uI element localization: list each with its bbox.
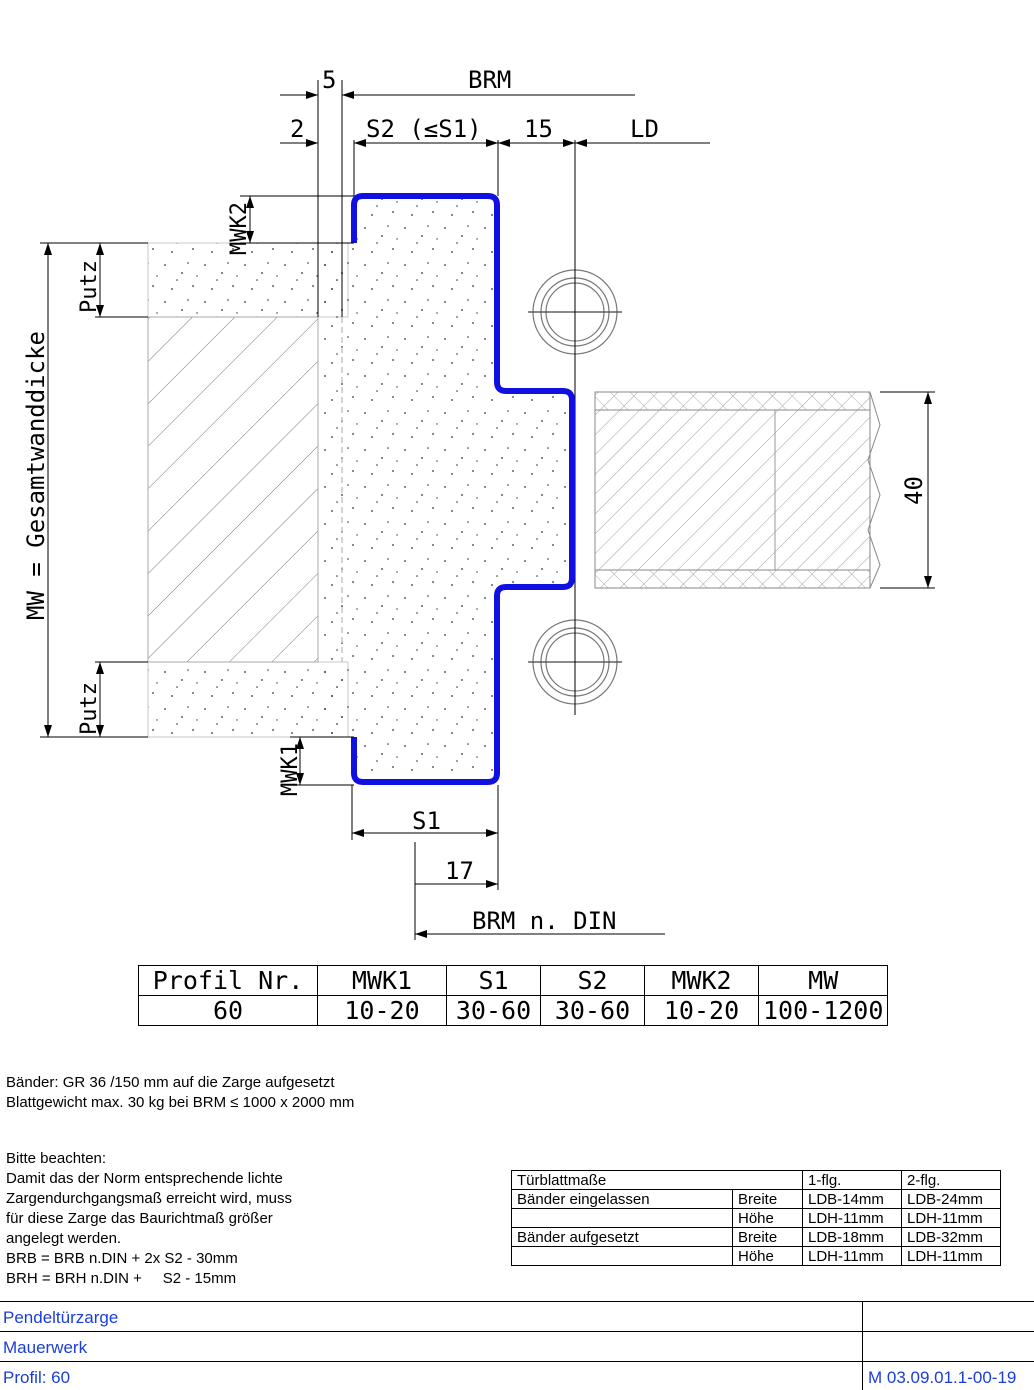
table-cell: LDH-11mm [902,1247,1001,1266]
dim-40: 40 [900,476,928,505]
footer-title-row [0,1301,1034,1330]
table-header-cell: MWK1 [318,966,447,996]
table-header-cell: MW [759,966,888,996]
table-cell: Bänder aufgesetzt [512,1228,733,1247]
table-cell: 100-1200 [759,996,888,1026]
table-cell: Breite [733,1190,803,1209]
profile-table-header-row [139,966,888,996]
dim-2: 2 [290,115,305,143]
mortar-fill [318,198,570,782]
table-cell: LDB-18mm [803,1228,902,1247]
footer-title: Pendeltürzarge [3,1308,119,1327]
footer-profile: Profil: 60 [3,1368,71,1387]
dim-brm: BRM [468,66,512,94]
door-leaf [595,392,880,588]
dim-5: 5 [322,66,337,94]
profile-table [138,965,888,1026]
table-cell [512,1209,733,1228]
table-header-cell: Profil Nr. [139,966,318,996]
leaf-dimensions-table [511,1170,1001,1266]
table-cell: LDH-11mm [803,1209,902,1228]
table-cell: 30-60 [447,996,541,1026]
dim-mwk1: MWK1 [278,743,303,796]
profile-table-value-row [139,996,888,1026]
table-cell: 60 [139,996,318,1026]
table-cell: 10-20 [645,996,759,1026]
footer-drawing-code: M 03.09.01.1-00-19 [868,1368,1017,1387]
table-cell: LDB-14mm [803,1190,902,1209]
dim-mwk2: MWK2 [227,202,252,255]
footer-material-row [0,1331,1034,1360]
dim-17: 17 [445,857,474,885]
table-header-cell: S1 [447,966,541,996]
dim-putz-top: Putz [77,260,102,313]
attention-note: Bitte beachten: Damit das der Norm entsprechende lichte Zargendurchgangsmaß erreicht wird, muss für diese Zarge das Baurichtmaß größer angelegt werden. BRB = BRB n.DIN + 2x S2 - 30mm BRH = BRH n.DIN + S2 - 15mm [6,1150,292,1287]
dim-wall-thickness: MW = Gesamtwanddicke [22,331,50,620]
table-cell: LDH-11mm [803,1247,902,1266]
table-row [512,1209,1001,1228]
table-cell: LDH-11mm [902,1209,1001,1228]
table-cell [512,1247,733,1266]
table-row [512,1190,1001,1209]
footer-divider [862,1301,863,1390]
table-cell: LDB-32mm [902,1228,1001,1247]
table-row [512,1171,1001,1190]
table-header-cell: S2 [541,966,645,996]
dim-s2: S2 (≤S1) [366,115,482,143]
table-row [512,1247,1001,1266]
table-cell: Bänder eingelassen [512,1190,733,1209]
table-cell: Breite [733,1228,803,1247]
table-cell: LDB-24mm [902,1190,1001,1209]
table-header-cell: Türblattmaße [512,1171,803,1190]
dim-s1: S1 [412,807,441,835]
footer-profile-row [0,1361,1034,1390]
table-header-cell: MWK2 [645,966,759,996]
table-header-cell: 1-flg. [803,1171,902,1190]
table-cell: 30-60 [541,996,645,1026]
table-header-cell: 2-flg. [902,1171,1001,1190]
footer-material: Mauerwerk [3,1338,88,1357]
table-cell: Höhe [733,1209,803,1228]
dim-ld: LD [630,115,659,143]
dim-15: 15 [524,115,553,143]
hinge-note: Bänder: GR 36 /150 mm auf die Zarge aufgesetzt Blattgewicht max. 30 kg bei BRM ≤ 1000 x 2000 mm [6,1074,355,1111]
table-row [512,1228,1001,1247]
table-cell: Höhe [733,1247,803,1266]
dim-brm-din: BRM n. DIN [472,907,617,935]
table-cell: 10-20 [318,996,447,1026]
dim-putz-bottom: Putz [77,682,102,735]
masonry-wall [148,317,318,662]
